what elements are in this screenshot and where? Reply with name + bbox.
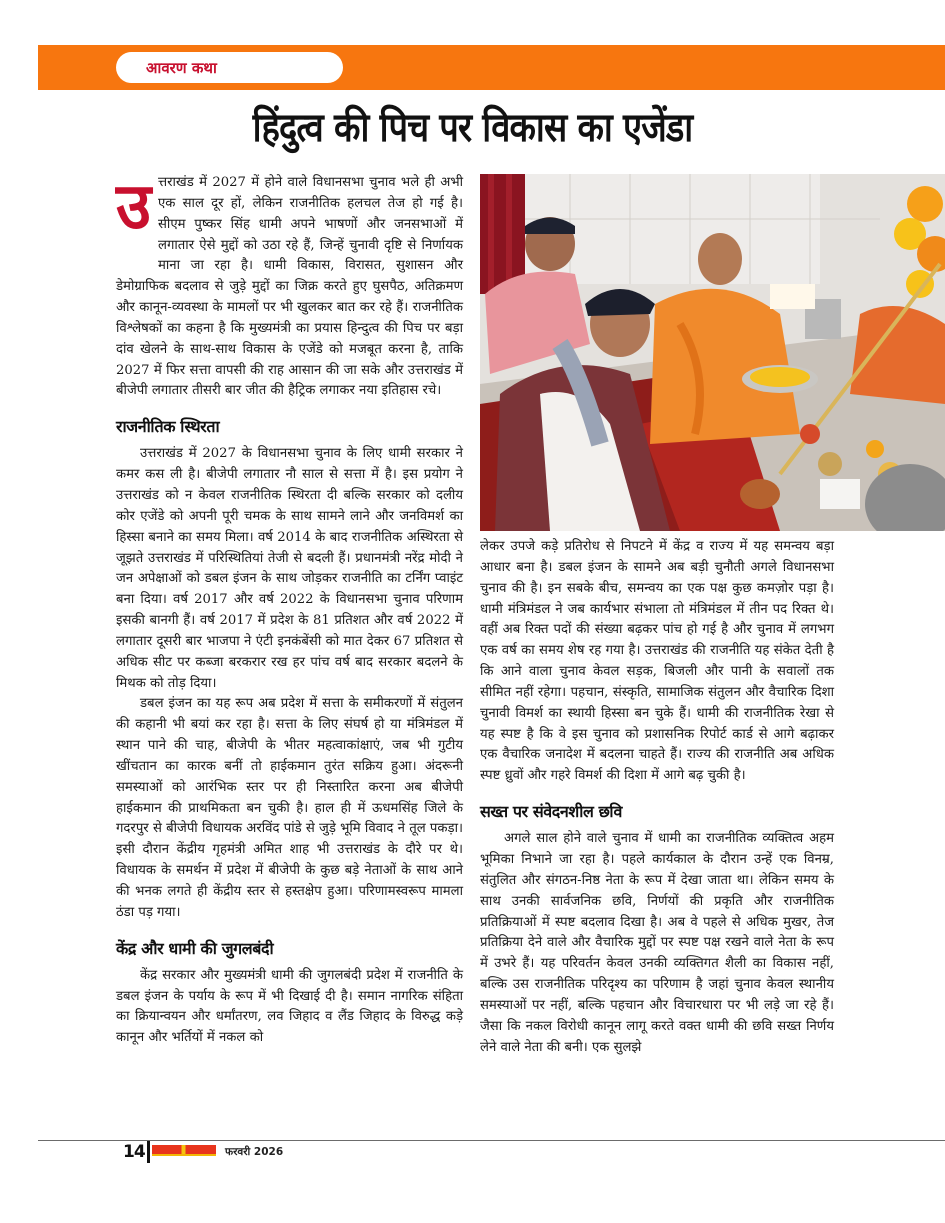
issue-date: फरवरी 2026 xyxy=(225,1146,284,1158)
article-headline: हिंदुत्व की पिच पर विकास का एजेंडा xyxy=(252,105,693,151)
photo-illustration xyxy=(480,174,945,531)
subheading-centre-dhami: केंद्र और धामी की जुगलबंदी xyxy=(116,938,274,958)
magazine-logo xyxy=(152,1145,216,1156)
footer-divider xyxy=(38,1140,945,1141)
intro-paragraph: त्तराखंड में 2027 में होने वाले विधानसभा चुनाव भले ही अभी एक साल दूर हों, लेकिन राजनीतिक हलचल तेज हो गई है। सीएम पुष्कर सिंह धामी अपने भाषणों और जनसभाओं में लगातार ऐसे मुद्दों को उठा रहे हैं, जिन्हें चुनावी दृष्टि से निर्णायक माना जा रहा है। धामी विकास, विरासत, सुशासन और डेमोग्राफिक बदलाव से जुड़े मुद्दों का जिक्र करते हुए घुसपैठ, अतिक्रमण और कानून-व्यवस्था के मामलों पर भी खुलकर बात कर रहे हैं। राजनीतिक विश्लेषकों का कहना है कि मुख्यमंत्री का प्रयास हिन्दुत्व की पिच पर बड़ा दांव खेलने के साथ-साथ विकास के एजेंडे को मजबूत करना है, ताकि 2027 में फिर सत्ता वापसी की राह आसान की जा सके और उत्तराखंड में बीजेपी लगातार तीसरी बार जीत की हैट्रिक लगाकर नया इतिहास रचे। xyxy=(116,175,463,399)
dropcap-letter: उ xyxy=(116,170,152,244)
subheading-strict-image: सख्त पर संवेदनशील छवि xyxy=(480,802,623,822)
section-pill xyxy=(116,52,343,83)
section-header-bar xyxy=(38,45,945,90)
body-paragraph-continued: लेकर उपजे कड़े प्रतिरोध से निपटने में केंद्र व राज्य में यह समन्वय बड़ा आधार बना है। डबल इंजन के सामने अब बड़ी चुनौती अगले विधानसभा चुनाव की है। इन सबके बीच, समन्वय का एक पक्ष कुछ कमज़ोर पड़ा है। धामी मंत्रिमंडल ने जब कार्यभार संभाला तो मंत्रिमंडल में तीन पद रिक्त थे। वहीं अब रिक्त पदों की संख्या बढ़कर पांच हो गई है और चुनाव में लगभग एक वर्ष का समय शेष रह गया है। उत्तराखंड की राजनीति यह संकेत देती है कि आने वाला चुनाव केवल सड़क, बिजली और पानी के सवालों तक सीमित नहीं रहेगा। पहचान, संस्कृति, सामाजिक संतुलन और वैचारिक दिशा चुनावी विमर्श का स्थायी हिस्सा बन चुके हैं। धामी की राजनीतिक रेखा से यह स्पष्ट है कि वे इस चुनाव को प्रशासनिक रिपोर्ट कार्ड से आगे बढ़ाकर एक वैचारिक जनादेश में बदलना चाहते हैं। राज्य की राजनीति अब अधिक स्पष्ट ध्रुवों और गहरे विमर्श की दिशा में आगे बढ़ चुकी है। xyxy=(480,539,834,784)
article-column-left xyxy=(116,170,463,1049)
body-paragraph: डबल इंजन का यह रूप अब प्रदेश में सत्ता के समीकरणों में संतुलन की कहानी भी बयां कर रहा है। सत्ता के लिए संघर्ष हो या मंत्रिमंडल में स्थान पाने की चाह, बीजेपी के भीतर महत्वाकांक्षाएं, जब भी गुटीय खींचतान का कारक बनीं तो हाईकमान तुरंत सक्रिय हुआ। अंदरूनी समस्याओं को आरंभिक स्तर पर ही निस्तारित करना अब बीजेपी हाईकमान की प्राथमिकता बन चुकी है। हाल ही में ऊधमसिंह जिले के गदरपुर से बीजेपी विधायक अरविंद पांडे से जुड़े भूमि विवाद ने तूल पकड़ा। इसी दौरान केंद्रीय गृहमंत्री अमित शाह भी उत्तराखंड के दौरे पर थे। विधायक के समर्थन में प्रदेश में बीजेपी के कुछ बड़े नेताओं के साथ आने की भनक लगते ही केंद्रीय स्तर से हस्तक्षेप हुआ। परिणामस्वरूप मामला ठंडा पड़ गया। xyxy=(116,696,463,920)
subheading-political-stability: राजनीतिक स्थिरता xyxy=(116,417,220,437)
footer-separator xyxy=(147,1141,150,1163)
body-paragraph: उत्तराखंड में 2027 के विधानसभा चुनाव के लिए धामी सरकार ने कमर कस ली है। बीजेपी लगातार नौ साल से सत्ता में है। इस प्रयोग ने उत्तराखंड को न केवल राजनीतिक स्थिरता दी बल्कि सरकार को दलीय कोर एजेंडे को अपनी पूरी चमक के साथ सामने लाने और जनविमर्श का हिस्सा बनाने का समय मिला। वर्ष 2014 के बाद राजनीतिक अस्थिरता से जूझते उत्तराखंड में परिस्थितियां तेजी से बदली हैं। प्रधानमंत्री नरेंद्र मोदी ने जन अपेक्षाओं को डबल इंजन के साथ जोड़कर राजनीति का टर्निंग प्वाइंट बना दिया। वर्ष 2017 और वर्ष 2022 के विधानसभा चुनाव परिणाम इसकी बानगी हैं। वर्ष 2017 में प्रदेश के 81 प्रतिशत और वर्ष 2022 में लगातार दूसरी बार भाजपा ने एंटी इनकंबेंसी को मात देकर 67 प्रतिशत से अधिक सीट पर कब्जा बरकरार रख हर पांच वर्ष बाद सरकार बदलने के मिथक को तोड़ दिया। xyxy=(116,446,463,691)
body-paragraph: केंद्र सरकार और मुख्यमंत्री धामी की जुगलबंदी प्रदेश में राजनीति के डबल इंजन के पर्याय के रूप में भी दिखाई दी है। समान नागरिक संहिता का क्रियान्वयन और धर्मांतरण, लव जिहाद व लैंड जिहाद के विरुद्ध कड़े कानून और भर्तियों में नकल को xyxy=(116,967,463,1046)
article-intro xyxy=(116,170,463,402)
article-column-right xyxy=(480,537,834,1058)
page-number: 14 xyxy=(123,1142,145,1162)
section-label: आवरण कथा xyxy=(146,58,217,77)
article-photo xyxy=(480,174,945,531)
body-paragraph: अगले साल होने वाले चुनाव में धामी का राजनीतिक व्यक्तित्व अहम भूमिका निभाने जा रहा है। पहले कार्यकाल के दौरान उन्हें एक विनम्र, संतुलित और संगठन-निष्ठ नेता के रूप में देखा जाता था। लेकिन समय के साथ उनकी सार्वजनिक छवि, निर्णयों की प्रकृति और राजनीतिक प्रतिक्रियाओं में स्पष्ट बदलाव दिखा है। अब वे पहले से अधिक मुखर, तेज प्रतिक्रिया देने वाले और वैचारिक मुद्दों पर स्पष्ट पक्ष रखने वाले नेता के रूप में उभरे हैं। यह परिवर्तन केवल उनकी व्यक्तिगत शैली का विकास नहीं, बल्कि उस राजनीतिक परिदृश्य का परिणाम है जहां चुनाव केवल स्थानीय समस्याओं पर नहीं, बल्कि पहचान और विचारधारा पर भी लड़े जा रहे हैं। जैसा कि नकल विरोधी कानून लागू करते वक्त धामी की छवि सख्त निर्णय लेने वाले नेता की बनी। एक सुलझे xyxy=(480,831,834,1055)
